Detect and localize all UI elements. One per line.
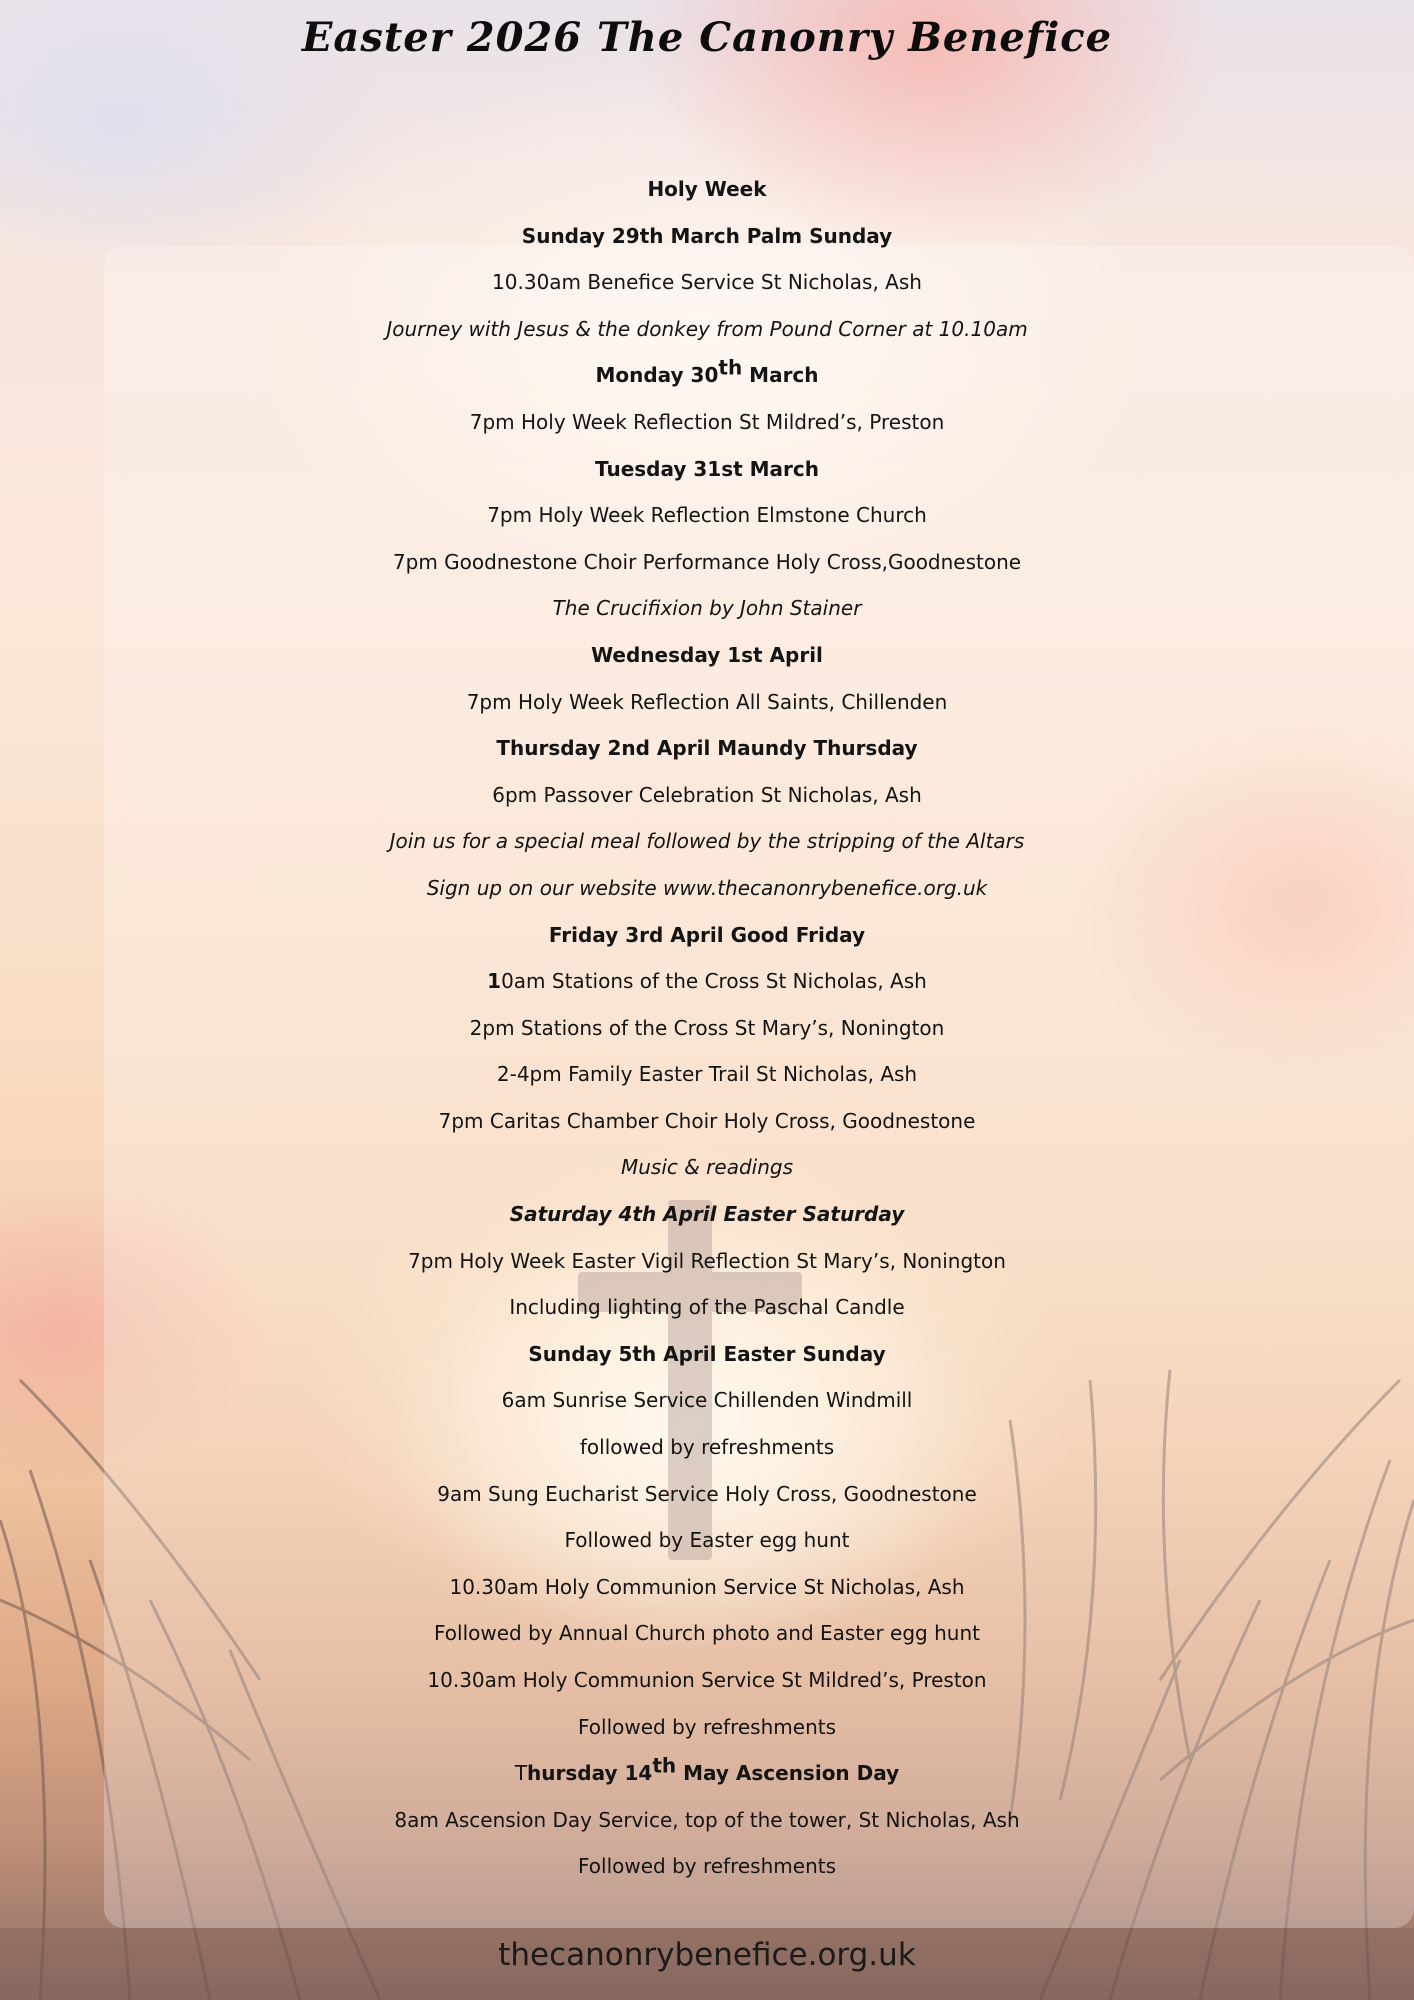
day-heading-initial: T bbox=[514, 1761, 528, 1786]
service-line: 7pm Holy Week Reflection All Saints, Chillenden bbox=[466, 689, 948, 714]
service-note: Followed by refreshments bbox=[577, 1714, 837, 1739]
service-line: 6am Sunrise Service Chillenden Windmill bbox=[501, 1388, 913, 1413]
day-heading: Saturday 4th April Easter Saturday bbox=[509, 1202, 905, 1227]
page-title: Easter 2026 The Canonry Benefice bbox=[301, 14, 1113, 61]
service-note: Followed by Annual Church photo and Easter egg hunt bbox=[434, 1621, 980, 1646]
section-heading: Holy Week bbox=[647, 177, 767, 201]
service-line: 10.30am Benefice Service St Nicholas, Ash bbox=[492, 270, 922, 295]
day-heading: Friday 3rd April Good Friday bbox=[548, 922, 866, 947]
service-line: 8am Ascension Day Service, top of the tower, St Nicholas, Ash bbox=[394, 1807, 1020, 1832]
day-heading-text: May Ascension Day bbox=[676, 1761, 900, 1786]
day-heading: Sunday 5th April Easter Sunday bbox=[528, 1341, 886, 1366]
service-line: 10.30am Holy Communion Service St Mildred’s, Preston bbox=[427, 1668, 987, 1692]
service-note: Join us for a special meal followed by the stripping of the Altars bbox=[389, 829, 1025, 854]
day-heading-text: March bbox=[742, 363, 819, 388]
day-heading-text: Monday 30 bbox=[595, 363, 719, 388]
day-heading bbox=[0, 352, 1414, 399]
service-note: Sign up on our website www.thecanonrybenefice.org.uk bbox=[426, 875, 988, 900]
service-line: 6pm Passover Celebration St Nicholas, Ash bbox=[492, 782, 922, 807]
day-heading: Thursday 2nd April Maundy Thursday bbox=[496, 736, 918, 761]
service-note: Journey with Jesus & the donkey from Pound Corner at 10.10am bbox=[386, 316, 1028, 341]
service-line: 2pm Stations of the Cross St Mary’s, Nonington bbox=[469, 1015, 945, 1040]
service-note: followed by refreshments bbox=[579, 1435, 835, 1460]
schedule bbox=[0, 166, 1414, 1890]
service-note: Followed by refreshments bbox=[577, 1854, 837, 1879]
service-line: 7pm Holy Week Easter Vigil Reflection St Mary’s, Nonington bbox=[408, 1248, 1006, 1273]
day-heading: Tuesday 31st March bbox=[595, 456, 819, 481]
service-note: The Crucifixion by John Stainer bbox=[552, 596, 862, 621]
ordinal-suffix: th bbox=[718, 355, 743, 380]
service-line: 7pm Goodnestone Choir Performance Holy Cross,Goodnestone bbox=[392, 549, 1022, 574]
service-note: Followed by Easter egg hunt bbox=[564, 1528, 850, 1553]
service-line: 7pm Holy Week Reflection Elmstone Church bbox=[487, 503, 927, 528]
service-line: 9am Sung Eucharist Service Holy Cross, Goodnestone bbox=[437, 1481, 977, 1506]
service-note: Including lighting of the Paschal Candle bbox=[509, 1295, 905, 1320]
service-text: 0am Stations of the Cross St Nicholas, Ash bbox=[501, 969, 927, 994]
service-line: 7pm Caritas Chamber Choir Holy Cross, Goodnestone bbox=[438, 1108, 976, 1133]
service-line bbox=[0, 958, 1414, 1005]
day-heading-text: hursday 14 bbox=[527, 1761, 653, 1786]
footer-website-link[interactable]: thecanonrybenefice.org.uk bbox=[498, 1937, 916, 1973]
service-time-digit: 1 bbox=[487, 969, 502, 994]
service-line: 7pm Holy Week Reflection St Mildred’s, Preston bbox=[469, 409, 945, 434]
service-note: Music & readings bbox=[620, 1155, 794, 1180]
ordinal-suffix: th bbox=[652, 1753, 677, 1778]
day-heading: Wednesday 1st April bbox=[591, 642, 823, 667]
service-line: 10.30am Holy Communion Service St Nicholas, Ash bbox=[449, 1574, 965, 1599]
day-heading: Sunday 29th March Palm Sunday bbox=[521, 223, 893, 248]
day-heading bbox=[0, 1750, 1414, 1797]
service-line: 2-4pm Family Easter Trail St Nicholas, Ash bbox=[496, 1062, 918, 1087]
